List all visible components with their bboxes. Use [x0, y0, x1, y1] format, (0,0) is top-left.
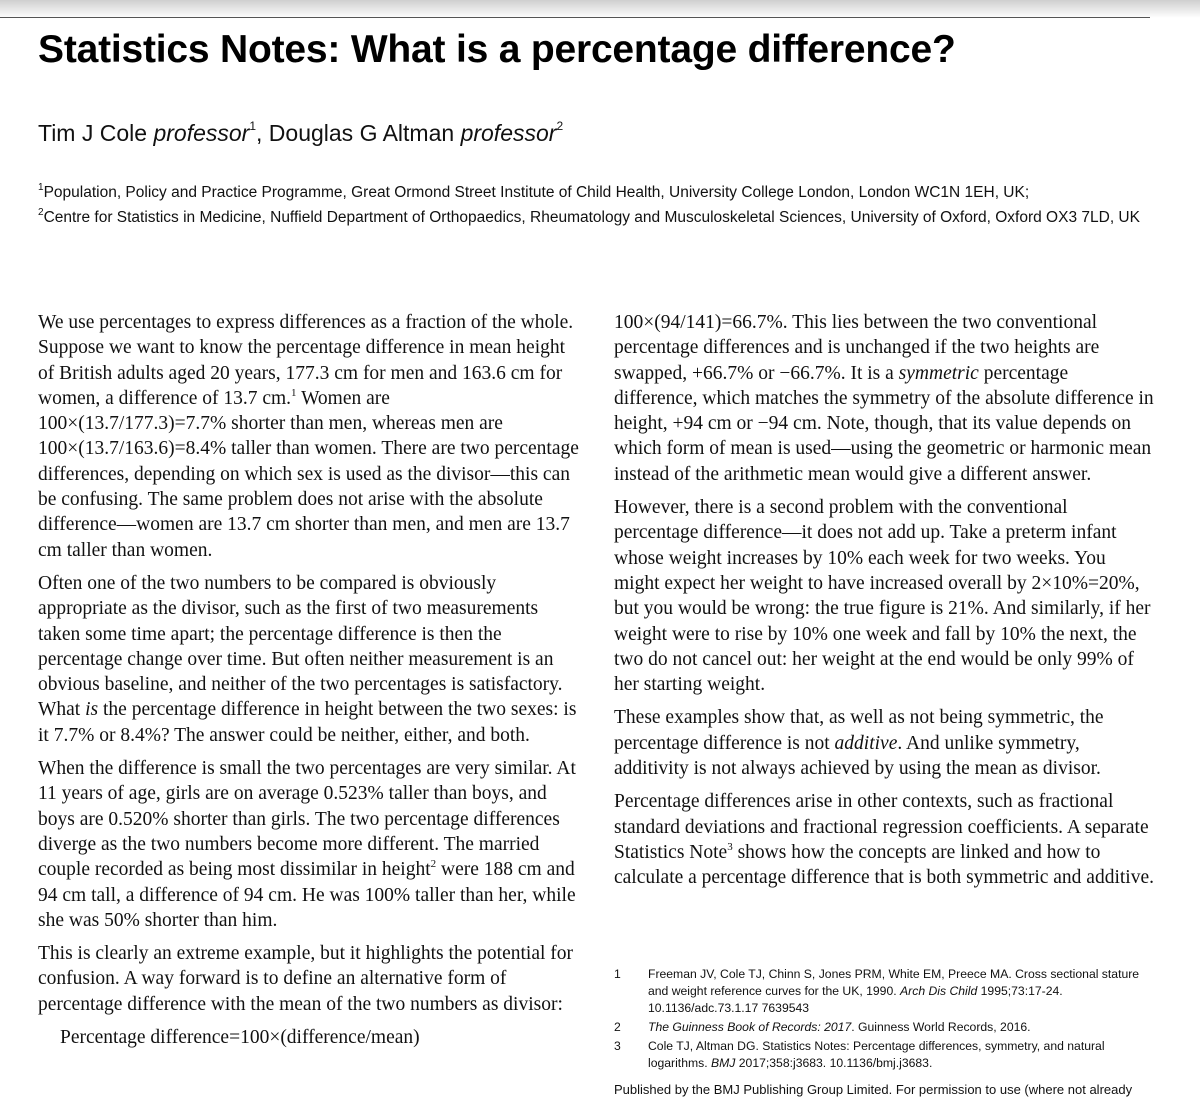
body-paragraph: Percentage differences arise in other contexts, such as fractional standard deviations and fractional regression coefficients. A separate Statistics Note$^3$ shows how the concepts are linked and how to calculate a percentage difference that is both symmetric and additive.	[614, 791, 1154, 889]
page-top-rule	[0, 17, 1150, 18]
author-role: professor	[153, 120, 250, 146]
affiliation-mark: 2	[38, 207, 44, 218]
publisher-notice: Published by the BMJ Publishing Group Limited. For permission to use (where not already	[614, 1082, 1133, 1097]
reference-item	[614, 1038, 1154, 1072]
formula: Percentage difference=100×(difference/mean)	[60, 1027, 420, 1049]
affiliation-mark: 1	[38, 182, 44, 193]
author-affiliation-mark: 1	[249, 119, 257, 133]
article-title: Statistics Notes: What is a percentage difference?	[38, 28, 956, 71]
citation-mark: 3	[727, 840, 733, 853]
author-role: professor	[460, 120, 557, 146]
reference-text: Freeman JV, Cole TJ, Chinn S, Jones PRM, White EM, Preece MA. Cross sectional stature and weight reference curves for the UK, 1990. Arch Dis Child 1995;73:17-24. 10.1136/adc.73.1.17 7639543	[648, 967, 1140, 1015]
reference-text: Cole TJ, Altman DG. Statistics Notes: Percentage differences, symmetry, and natural logarithms. BMJ 2017;358:j3683. 10.1136/bmj.j3683.	[648, 1039, 1105, 1070]
body-paragraph: When the difference is small the two percentages are very similar. At 11 years of age, girls are on average 0.523% taller than boys, and boys are 0.520% shorter than girls. The two percentage differences diverge as the two numbers become more different. The married couple recorded as being most dissimilar in height$^2$ were 188 cm and 94 cm tall, a difference of 94 cm. He was 100% taller than her, while she was 50% shorter than him.	[38, 758, 576, 931]
author-affiliation-mark: 2	[556, 119, 564, 133]
body-column-right	[614, 310, 1156, 899]
affiliation-text: Population, Policy and Practice Programme, Great Ormond Street Institute of Child Health, University College London, London WC1N 1EH, UK;	[43, 184, 1030, 201]
body-column-left	[38, 310, 580, 1058]
affiliation-text: Centre for Statistics in Medicine, Nuffield Department of Orthopaedics, Rheumatology and Musculoskeletal Sciences, University of Oxford, Oxford OX3 7LD, UK	[43, 209, 1140, 226]
author-name: Douglas G Altman	[268, 120, 455, 146]
reference-number: 3	[614, 1039, 621, 1053]
window-top-shade	[0, 0, 1200, 18]
reference-text: The Guinness Book of Records: 2017. Guinness World Records, 2016.	[648, 1020, 1031, 1034]
reference-number: 2	[614, 1020, 621, 1034]
reference-item	[614, 1019, 1154, 1036]
body-paragraph: 100×(94/141)=66.7%. This lies between the two conventional percentage differences and is unchanged if the two heights are swapped, +66.7% or −66.7%. It is a symmetric percentage difference, which matches the symmetry of the absolute difference in height, +94 cm or −94 cm. Note, though, that its value depends on which form of mean is used—using the geometric or harmonic mean instead of the arithmetic mean would give a different answer.	[614, 312, 1154, 485]
affiliations	[38, 182, 1158, 232]
citation-mark: 1	[291, 386, 297, 399]
body-paragraph: However, there is a second problem with the conventional percentage difference—it does not add up. Take a preterm infant whose weight increases by 10% each week for two weeks. You might expect her weight to have increased overall by 2×10%=20%, but you would be wrong: the true figure is 21%. And similarly, if her weight were to rise by 10% one week and fall by 10% the next, the two do not cancel out: her weight at the end would be only 99% of her starting weight.	[614, 497, 1151, 696]
body-paragraph: Often one of the two numbers to be compared is obviously appropriate as the divisor, such as the first of two measurements taken some time apart; the percentage difference is then the percentage change over time. But often neither measurement is an obvious baseline, and neither of the two percentages is satisfactory. What is the percentage difference in height between the two sexes: is it 7.7% or 8.4%? The answer could be neither, either, and both.	[38, 572, 577, 746]
reference-list	[614, 966, 1154, 1074]
body-paragraph: These examples show that, as well as not being symmetric, the percentage difference is not additive. And unlike symmetry, additivity is not always achieved by using the mean as divisor.	[614, 707, 1104, 780]
affiliation	[38, 207, 1158, 229]
citation-mark: 2	[430, 858, 437, 871]
affiliation	[38, 182, 1158, 204]
body-paragraph: This is clearly an extreme example, but it highlights the potential for confusion. A way forward is to define an alternative form of percentage difference with the mean of the two numbers as divisor:	[38, 943, 574, 1015]
author-line: Tim J Cole professor$^1$, Douglas G Altman professor$^2$	[38, 119, 564, 146]
reference-item	[614, 966, 1154, 1017]
body-paragraph: We use percentages to express differences as a fraction of the whole. Suppose we want to know the percentage difference in mean height of British adults aged 20 years, 177.3 cm for men and 163.6 cm for women, a difference of 13.7 cm.$^1$ Women are 100×(13.7/177.3)=7.7% shorter than men, whereas men are 100×(13.7/163.6)=8.4% taller than women. There are two percentage differences, depending on which sex is used as the divisor—this can be confusing. The same problem does not arise with the absolute difference—women are 13.7 cm shorter than men, and men are 13.7 cm taller than women.	[38, 312, 579, 561]
author-name: Tim J Cole	[38, 120, 148, 146]
reference-number: 1	[614, 967, 621, 981]
